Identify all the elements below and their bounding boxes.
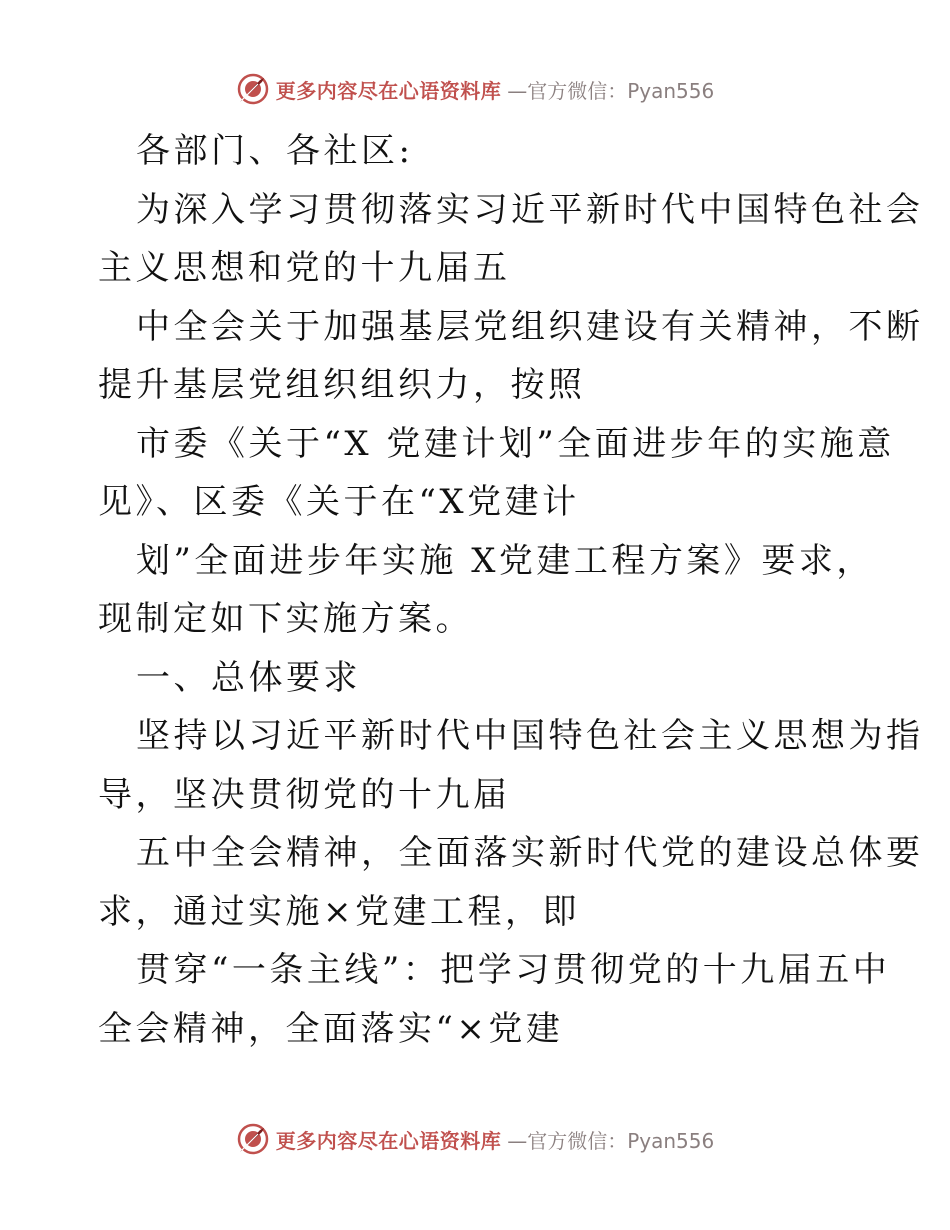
document-body — [98, 122, 924, 1058]
text-line: 五中全会精神，全面落实新时代党的建设总体要 — [136, 833, 924, 873]
text-line: 贯穿“一条主线”：把学习贯彻党的十九届五中 — [136, 950, 891, 990]
text-line: 见》、区委《关于在“X党建计 — [98, 482, 580, 522]
text-line: 中全会关于加强基层党组织建设有关精神，不断 — [136, 306, 924, 347]
text-line: 为深入学习贯彻落实习近平新时代中国特色社会 — [136, 189, 924, 230]
text-line: 现制定如下实施方案。 — [98, 599, 473, 639]
text-line: 各部门、各社区: — [136, 131, 414, 171]
text-line: 求，通过实施×党建工程，即 — [98, 891, 580, 932]
quill-logo-icon — [236, 1122, 270, 1156]
quill-logo-icon — [236, 72, 270, 106]
text-line: 主义思想和党的十九届五 — [98, 248, 511, 288]
banner-wechat-text: —官方微信：Pyan556 — [507, 1128, 715, 1153]
text-line: 提升基层党组织组织力，按照 — [98, 365, 586, 405]
header-banner — [0, 72, 950, 106]
text-line: 坚持以习近平新时代中国特色社会主义思想为指 — [136, 716, 924, 756]
banner-site-text: 更多内容尽在心语资料库 — [275, 78, 502, 103]
text-line: 市委《关于“X 党建计划”全面进步年的实施意 — [136, 423, 895, 464]
footer-banner — [0, 1122, 950, 1156]
text-line: 导，坚决贯彻党的十九届 — [98, 774, 511, 815]
text-line: 全会精神，全面落实“×党建 — [98, 1008, 564, 1049]
banner-site-text: 更多内容尽在心语资料库 — [275, 1128, 502, 1153]
banner-wechat-text: —官方微信：Pyan556 — [507, 78, 715, 103]
section-heading: 一、总体要求 — [136, 657, 361, 698]
text-line: 划”全面进步年实施 X党建工程方案》要求， — [136, 540, 874, 581]
